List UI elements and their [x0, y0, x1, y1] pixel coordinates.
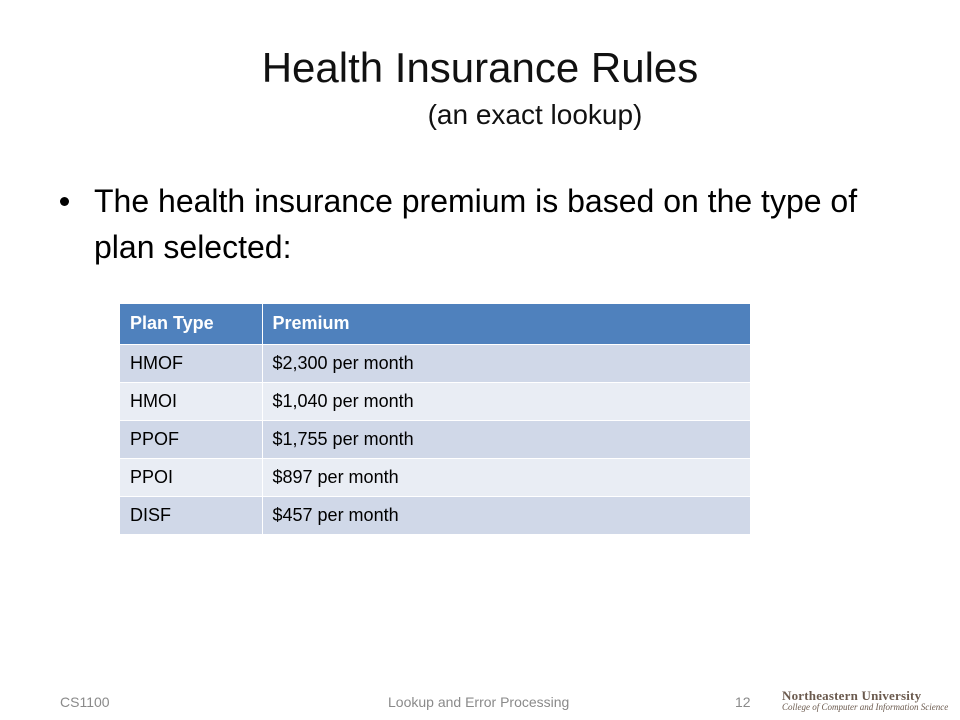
- plan-type-cell: PPOF: [120, 420, 262, 458]
- premium-cell: $457 per month: [262, 496, 751, 534]
- premium-cell: $1,755 per month: [262, 420, 751, 458]
- bullet-item: [60, 178, 910, 270]
- bullet-text: The health insurance premium is based on the type of plan selected:: [94, 183, 858, 265]
- bullet-list: [60, 178, 910, 270]
- table-row: [120, 458, 751, 496]
- premium-cell: $1,040 per month: [262, 382, 751, 420]
- plan-type-cell: PPOI: [120, 458, 262, 496]
- slide-subtitle: (an exact lookup): [427, 99, 643, 130]
- slide-title: Health Insurance Rules: [261, 44, 699, 91]
- logo-university-name: Northeastern University: [782, 688, 922, 703]
- plan-type-cell: HMOI: [120, 382, 262, 420]
- table-row: [120, 420, 751, 458]
- bullet-dot-icon: [60, 197, 69, 206]
- table-row: [120, 344, 751, 382]
- header-premium: Premium: [262, 304, 751, 344]
- premium-cell: $2,300 per month: [262, 344, 751, 382]
- premium-table: [120, 304, 751, 535]
- plan-type-cell: HMOF: [120, 344, 262, 382]
- table-row: [120, 382, 751, 420]
- logo-college-name: College of Computer and Information Science: [782, 702, 949, 712]
- footer-page-number: 12: [735, 694, 751, 710]
- university-logo: [782, 689, 952, 715]
- plan-type-cell: DISF: [120, 496, 262, 534]
- table-row: [120, 496, 751, 534]
- table-header-row: [120, 304, 751, 344]
- header-plan-type: Plan Type: [120, 304, 262, 344]
- title-block: [0, 40, 960, 134]
- footer-topic: Lookup and Error Processing: [388, 694, 570, 710]
- footer-course-code: CS1100: [60, 694, 110, 710]
- premium-cell: $897 per month: [262, 458, 751, 496]
